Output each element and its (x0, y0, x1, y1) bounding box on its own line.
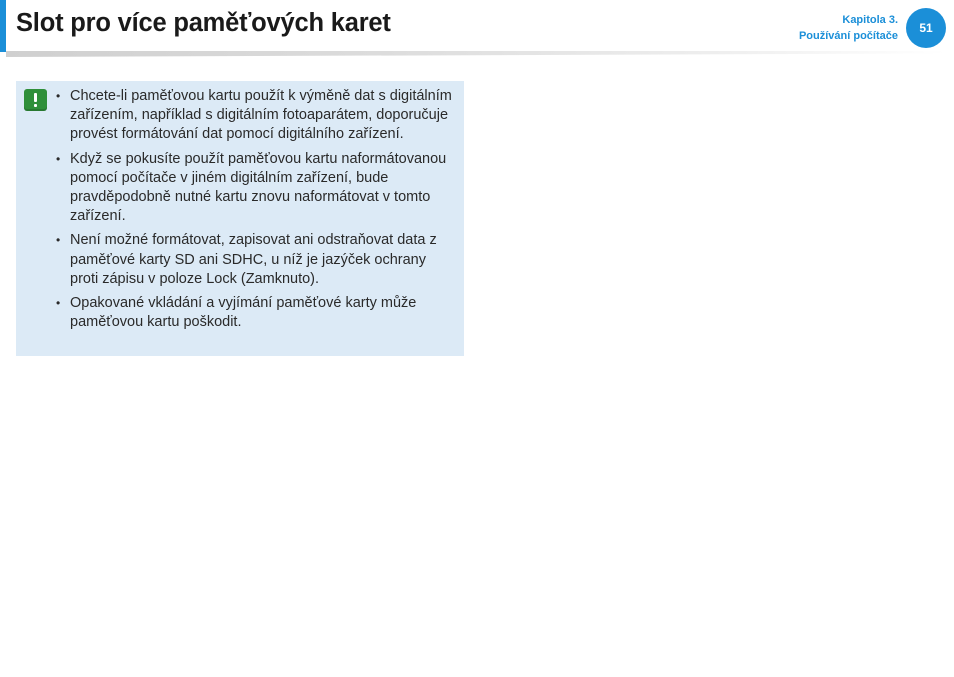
bullet-icon: • (56, 151, 61, 166)
chapter-subtitle: Používání počítače (798, 30, 898, 42)
list-item-text: Opakované vkládání a vyjímání paměťové karty může paměťovou kartu poškodit. (70, 295, 417, 331)
list-item (56, 150, 458, 227)
list-item-text: Není možné formátovat, zapisovat ani odstraňovat data z paměťové karty SD ani SDHC, u níž je jazýček ochrany proti zápisu v poloze Lock (Zamknuto). (70, 232, 437, 287)
header-accent-bar (0, 0, 6, 52)
caution-note-box (16, 81, 464, 356)
caution-exclamation-icon (24, 89, 47, 111)
list-item-text: Chcete-li paměťovou kartu použít k výměně dat s digitálním zařízením, například s digitálním fotoaparátem, doporučuje provést formátování dat pomocí digitálního zařízení. (70, 88, 452, 143)
list-item-text: Když se pokusíte použít paměťovou kartu naformátovanou pomocí počítače v jiném digitálním zařízení, bude pravděpodobně nutné kartu znovu naformátovat v tomto zařízení. (70, 150, 447, 225)
chapter-label: Kapitola 3. (842, 14, 898, 26)
list-item (56, 231, 458, 289)
page-number-badge: 51 (906, 8, 946, 48)
bullet-icon: • (56, 89, 61, 103)
list-item (56, 87, 458, 145)
bullet-icon: • (56, 233, 61, 248)
chapter-info (799, 12, 898, 44)
bullet-icon: • (56, 296, 61, 311)
header-divider (6, 51, 946, 57)
list-item (56, 294, 458, 332)
page-title: Slot pro více paměťových karet (16, 9, 391, 37)
caution-list (56, 87, 458, 337)
